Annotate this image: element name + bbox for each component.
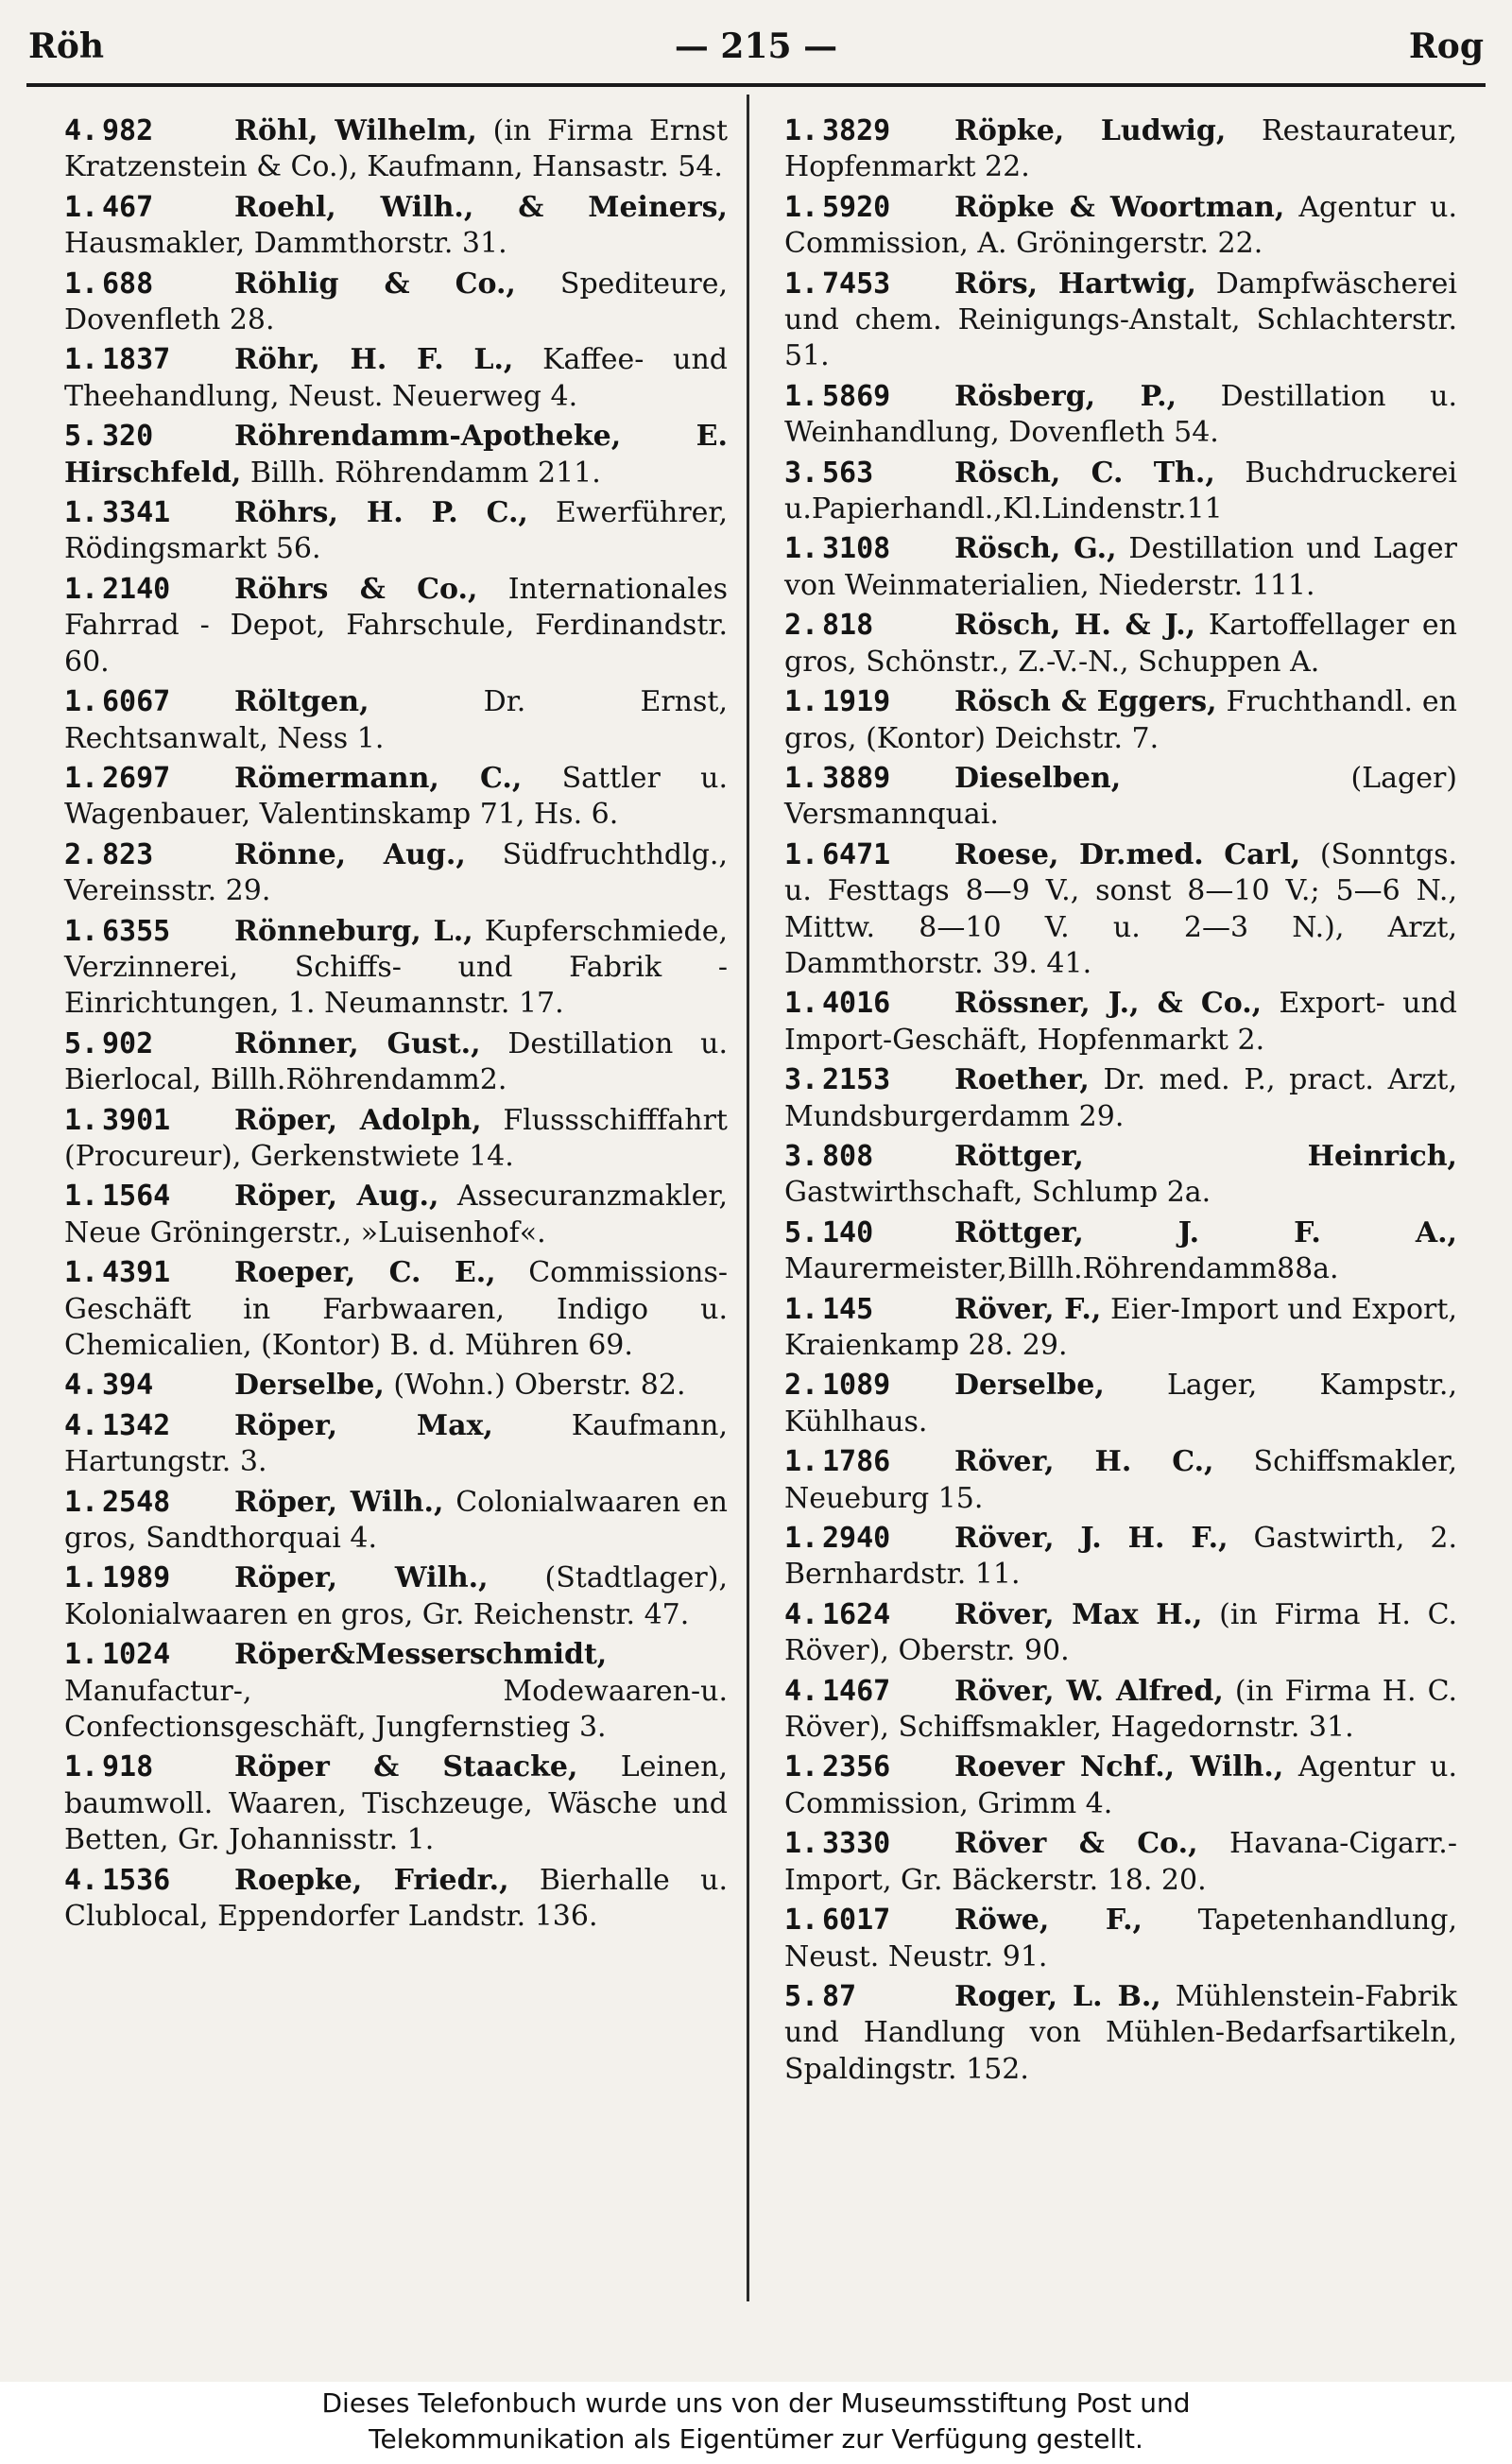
entry-name: Röhlig & Co., <box>234 267 516 301</box>
entry-name: Roether, <box>954 1063 1090 1097</box>
entry-details: Colonialwaaren en gros, Sandthorquai 4. <box>64 1485 728 1556</box>
entry-name: Röper, Adolph, <box>234 1103 482 1137</box>
directory-entry <box>784 1062 1457 1135</box>
entry-name: Derselbe, <box>954 1369 1105 1403</box>
directory-entry <box>784 1292 1457 1365</box>
directory-entry <box>64 495 728 568</box>
phone-number: 1. 1919 <box>784 685 891 719</box>
phone-number: 1. 1989 <box>64 1561 171 1595</box>
entry-name: Derselbe, <box>234 1369 385 1403</box>
phone-number: 1. 6471 <box>784 837 891 871</box>
entry-details: Sattler u. Wagenbauer, Valentinskamp 71, Hs. 6. <box>64 761 728 832</box>
footer-line-1: Dieses Telefonbuch wurde uns von der Museumsstiftung Post und <box>321 2387 1191 2419</box>
entry-name: Röhl, Wilhelm, <box>234 114 477 147</box>
entry-details: Kaufmann, Hartungstr. 3. <box>64 1408 728 1479</box>
phone-number: 5. 902 <box>64 1026 154 1060</box>
directory-entry <box>64 267 728 339</box>
entry-name: Rössner, J., & Co., <box>954 987 1263 1021</box>
entry-details: Tapetenhandlung, Neust. Neustr. 91. <box>784 1904 1457 1973</box>
directory-entry <box>64 1749 728 1858</box>
phone-number: 1. 1024 <box>64 1638 171 1672</box>
directory-entry <box>64 190 728 263</box>
directory-entry <box>784 456 1457 528</box>
page-number: — 215 — <box>674 26 838 66</box>
entry-name: Röver & Co., <box>954 1827 1198 1861</box>
directory-entry <box>784 684 1457 757</box>
phone-number: 4. 1342 <box>64 1408 171 1442</box>
directory-entry <box>64 1863 728 1936</box>
entry-details: Destillation und Lager von Weinmaterialien, Niederstr. 111. <box>784 532 1457 602</box>
entry-details: (Stadtlager), Kolonialwaaren en gros, Gr. Reichenstr. 47. <box>64 1561 728 1631</box>
entry-details: Kartoffellager en gros, Schönstr., Z.-V.-N., Schuppen A. <box>784 609 1457 679</box>
entry-details: Billh. Röhrendamm 211. <box>241 456 601 490</box>
directory-entry <box>784 1368 1457 1440</box>
directory-entry <box>784 1979 1457 2088</box>
phone-number: 1. 3341 <box>64 496 171 530</box>
phone-number: 2. 1089 <box>784 1369 891 1403</box>
entry-name: Röper & Staacke, <box>234 1750 578 1784</box>
directory-entry <box>784 190 1457 263</box>
phone-number: 1. 3108 <box>784 532 891 566</box>
entry-details: (Sonntgs. u. Festtags 8—9 V., sonst 8—10 V.; 5—6 N., Mittw. 8—10 V. u. 2—3 N.), Arzt, Dammthorstr. 39. 41. <box>784 837 1458 980</box>
directory-entry <box>64 837 728 910</box>
entry-name: Röper, Wilh., <box>234 1485 444 1519</box>
directory-entry <box>784 608 1457 681</box>
entry-details: Kupferschmiede, Verzinnerei, Schiffs- und Fabrik - Einrichtungen, 1. Neumannstr. 17. <box>64 914 729 1021</box>
entry-details: Bierhalle u. Clublocal, Eppendorfer Landstr. 136. <box>64 1863 728 1934</box>
entry-name: Röpke, Ludwig, <box>954 114 1227 147</box>
directory-entry <box>784 1749 1457 1822</box>
entry-name: Rönneburg, L., <box>234 914 473 948</box>
phone-number: 1. 4391 <box>64 1256 171 1290</box>
phone-number: 1. 467 <box>64 190 154 224</box>
entry-details: Mühlenstein-Fabrik und Handlung von Mühlen-Bedarfsartikeln, Spaldingstr. 152. <box>784 1979 1457 2086</box>
entry-details: (in Firma Ernst Kratzenstein & Co.), Kaufmann, Hansastr. 54. <box>64 114 728 184</box>
entry-details: Destillation u. Weinhandlung, Dovenfleth 54. <box>784 379 1458 450</box>
entry-name: Rösch & Eggers, <box>954 685 1217 719</box>
directory-entry <box>64 1103 728 1176</box>
entry-name: Römermann, C., <box>234 761 523 795</box>
entry-details: Internationales Fahrrad - Depot, Fahrschule, Ferdinandstr. 60. <box>64 572 728 679</box>
entry-name: Roeper, C. E., <box>234 1256 496 1290</box>
phone-number: 4. 1467 <box>784 1674 891 1708</box>
directory-entry <box>784 1826 1457 1899</box>
entry-details: Eier-Import und Export, Kraienkamp 28. 29. <box>784 1292 1457 1362</box>
entry-details: Gastwirthschaft, Schlump 2a. <box>784 1176 1211 1210</box>
directory-entry <box>64 914 728 1023</box>
phone-number: 4. 1536 <box>64 1863 171 1897</box>
entry-name: Röver, F., <box>954 1292 1102 1326</box>
directory-entry <box>64 1179 728 1251</box>
directory-entry <box>64 1560 728 1633</box>
entry-name: Roepke, Friedr., <box>234 1863 509 1897</box>
entry-details: Agentur u. Commission, A. Gröningerstr. 22. <box>784 190 1457 261</box>
entry-details: (Lager) Versmannquai. <box>784 761 1457 832</box>
directory-entry <box>64 684 728 757</box>
phone-number: 1. 145 <box>784 1292 874 1326</box>
entry-name: Röwe, F., <box>954 1904 1143 1938</box>
footer-notice <box>0 2382 1512 2464</box>
phone-number: 1. 2140 <box>64 572 171 606</box>
directory-entry <box>784 531 1457 604</box>
entry-name: Röhr, H. F. L., <box>234 343 514 377</box>
phone-number: 1. 6355 <box>64 914 171 948</box>
entry-details: Gastwirth, 2. Bernhardstr. 11. <box>784 1522 1457 1592</box>
entry-details: Export- und Import-Geschäft, Hopfenmarkt 2. <box>784 987 1457 1057</box>
directory-entry <box>784 1903 1457 1975</box>
entry-details: Fruchthandl. en gros, (Kontor) Deichstr. 7. <box>784 685 1457 755</box>
phone-number: 1. 2356 <box>784 1750 891 1784</box>
entry-name: Rönner, Gust., <box>234 1026 481 1060</box>
phone-number: 2. 823 <box>64 837 154 871</box>
entry-details: Ewerführer, Rödingsmarkt 56. <box>64 496 728 566</box>
entry-details: Destillation u. Bierlocal, Billh.Röhrendamm2. <box>64 1026 729 1097</box>
entry-name: Rönne, Aug., <box>234 837 466 871</box>
phone-number: 1. 3889 <box>784 761 891 795</box>
entry-name: Rösberg, P., <box>954 379 1177 413</box>
directory-entry <box>784 1674 1457 1747</box>
directory-entry <box>64 572 728 681</box>
directory-entry <box>64 113 728 186</box>
entry-name: Dieselben, <box>954 761 1122 795</box>
entry-name: Roger, L. B., <box>954 1979 1161 2013</box>
entry-name: Röttger, Heinrich, <box>954 1139 1457 1173</box>
entry-name: Rörs, Hartwig, <box>954 267 1196 301</box>
entry-name: Röper, Wilh., <box>234 1561 489 1595</box>
phone-number: 1. 3901 <box>64 1103 171 1137</box>
entry-details: Spediteure, Dovenfleth 28. <box>64 267 728 337</box>
phone-number: 4. 982 <box>64 114 154 147</box>
entry-details: (in Firma H. C. Röver), Schiffsmakler, Hagedornstr. 31. <box>784 1674 1457 1745</box>
entry-name: Roese, Dr.med. Carl, <box>954 837 1301 871</box>
phone-number: 1. 3829 <box>784 114 891 147</box>
phone-number: 1. 1837 <box>64 343 171 377</box>
phone-number: 3. 2153 <box>784 1063 891 1097</box>
entry-name: Rösch, H. & J., <box>954 609 1196 643</box>
phone-number: 1. 5920 <box>784 190 891 224</box>
directory-entry <box>64 419 728 491</box>
entry-details: Leinen, baumwoll. Waaren, Tischzeuge, Wäsche und Betten, Gr. Johannisstr. 1. <box>64 1750 728 1857</box>
directory-entry <box>784 113 1457 186</box>
entry-name: Röper, Max, <box>234 1408 493 1442</box>
phone-number: 4. 394 <box>64 1369 154 1403</box>
entry-details: Assecuranzmakler, Neue Gröningerstr., »Luisenhof«. <box>64 1180 728 1249</box>
entry-name: Röttger, J. F. A., <box>954 1215 1457 1249</box>
directory-entry <box>784 1444 1457 1517</box>
directory-entry <box>784 837 1457 983</box>
entry-details: Commissions-Geschäft in Farbwaaren, Indigo u. Chemicalien, (Kontor) B. d. Mühren 69. <box>64 1256 728 1362</box>
entry-name: Röpke & Woortman, <box>954 190 1285 224</box>
column-divider <box>747 95 749 2301</box>
directory-entry <box>64 1026 728 1099</box>
right-column <box>784 113 1457 2092</box>
directory-entry <box>784 1139 1457 1212</box>
entry-details: Flussschifffahrt (Procureur), Gerkenstwiete 14. <box>64 1103 728 1173</box>
phone-number: 2. 818 <box>784 609 874 643</box>
directory-entry <box>784 1215 1457 1288</box>
entry-name: Röhrendamm-Apotheke, E. Hirschfeld, <box>64 420 728 490</box>
phone-number: 1. 4016 <box>784 987 891 1021</box>
entry-name: Röhrs, H. P. C., <box>234 496 528 530</box>
entry-details: Dampfwäscherei und chem. Reinigungs-Anstalt, Schlachterstr. 51. <box>784 267 1457 373</box>
entry-details: Dr. med. P., pract. Arzt, Mundsburgerdamm 29. <box>784 1063 1457 1133</box>
entry-details: Dr. Ernst, Rechtsanwalt, Ness 1. <box>64 685 728 755</box>
footer-line-2: Telekommunikation als Eigentümer zur Verfügung gestellt. <box>369 2423 1143 2455</box>
directory-entry <box>784 1521 1457 1594</box>
phone-number: 1. 2697 <box>64 761 171 795</box>
entry-details: Havana-Cigarr.-Import, Gr. Bäckerstr. 18. 20. <box>784 1827 1457 1897</box>
phone-number: 1. 1564 <box>64 1180 171 1214</box>
phone-number: 1. 3330 <box>784 1827 891 1861</box>
phone-number: 1. 1786 <box>784 1445 891 1479</box>
directory-entry <box>64 1408 728 1481</box>
entry-details: Schiffsmakler, Neueburg 15. <box>784 1445 1457 1515</box>
entry-details: Restaurateur, Hopfenmarkt 22. <box>784 114 1457 184</box>
entry-name: Röver, H. C., <box>954 1445 1214 1479</box>
directory-entry <box>784 986 1457 1059</box>
directory-entry <box>784 379 1457 452</box>
page-header <box>28 26 1484 76</box>
header-rule <box>26 83 1486 87</box>
directory-entry <box>64 1485 728 1558</box>
phone-number: 1. 6067 <box>64 685 171 719</box>
phone-number: 5. 140 <box>784 1215 874 1249</box>
entry-name: Röper, Aug., <box>234 1180 439 1214</box>
phone-number: 1. 918 <box>64 1750 154 1784</box>
entry-details: Kaffee- und Theehandlung, Neust. Neuerweg 4. <box>64 343 728 413</box>
phone-number: 1. 2548 <box>64 1485 171 1519</box>
left-column <box>64 113 728 1939</box>
entry-name: Roehl, Wilh., & Meiners, <box>234 190 728 224</box>
directory-entry <box>784 761 1457 834</box>
entry-details: Manufactur-, Modewaaren-u. Confectionsgeschäft, Jungfernstieg 3. <box>64 1674 728 1745</box>
directory-entry <box>64 1368 728 1404</box>
phone-number: 1. 6017 <box>784 1904 891 1938</box>
header-left-keyword: Röh <box>28 26 105 66</box>
entry-name: Röver, Max H., <box>954 1597 1203 1631</box>
entry-details: Lager, Kampstr., Kühlhaus. <box>784 1369 1457 1439</box>
entry-name: Rösch, G., <box>954 532 1117 566</box>
entry-name: Roever Nchf., Wilh., <box>954 1750 1284 1784</box>
entry-details: Maurermeister,Billh.Röhrendamm88a. <box>784 1252 1339 1286</box>
entry-details: Südfruchthdlg., Vereinsstr. 29. <box>64 837 728 908</box>
directory-entry <box>64 1255 728 1364</box>
directory-entry <box>784 1597 1457 1670</box>
entry-name: Röver, J. H. F., <box>954 1522 1228 1556</box>
entry-name: Rösch, C. Th., <box>954 456 1215 490</box>
phone-number: 5. 87 <box>784 1979 857 2013</box>
directory-entry <box>784 267 1457 375</box>
entry-details: (Wohn.) Oberstr. 82. <box>384 1369 686 1403</box>
phone-number: 4. 1624 <box>784 1597 891 1631</box>
directory-entry <box>64 1637 728 1746</box>
directory-entry <box>64 342 728 415</box>
directory-entry <box>64 761 728 834</box>
header-right-keyword: Rog <box>1408 26 1484 66</box>
phone-number: 1. 688 <box>64 267 154 301</box>
entry-details: Hausmakler, Dammthorstr. 31. <box>64 227 507 261</box>
phone-number: 1. 2940 <box>784 1522 891 1556</box>
entry-details: Buchdruckerei u.Papierhandl.,Kl.Lindenstr.11 <box>784 456 1457 526</box>
phone-number: 3. 808 <box>784 1139 874 1173</box>
entry-name: Röltgen, <box>234 685 369 719</box>
entry-name: Röver, W. Alfred, <box>954 1674 1224 1708</box>
phone-number: 3. 563 <box>784 456 874 490</box>
entry-details: Agentur u. Commission, Grimm 4. <box>784 1750 1457 1820</box>
entry-details: (in Firma H. C. Röver), Oberstr. 90. <box>784 1597 1457 1668</box>
phone-number: 5. 320 <box>64 420 154 454</box>
phone-number: 1. 5869 <box>784 379 891 413</box>
entry-name: Röhrs & Co., <box>234 572 478 606</box>
phone-number: 1. 7453 <box>784 267 891 301</box>
entry-name: Röper&Messerschmidt, <box>234 1638 608 1672</box>
